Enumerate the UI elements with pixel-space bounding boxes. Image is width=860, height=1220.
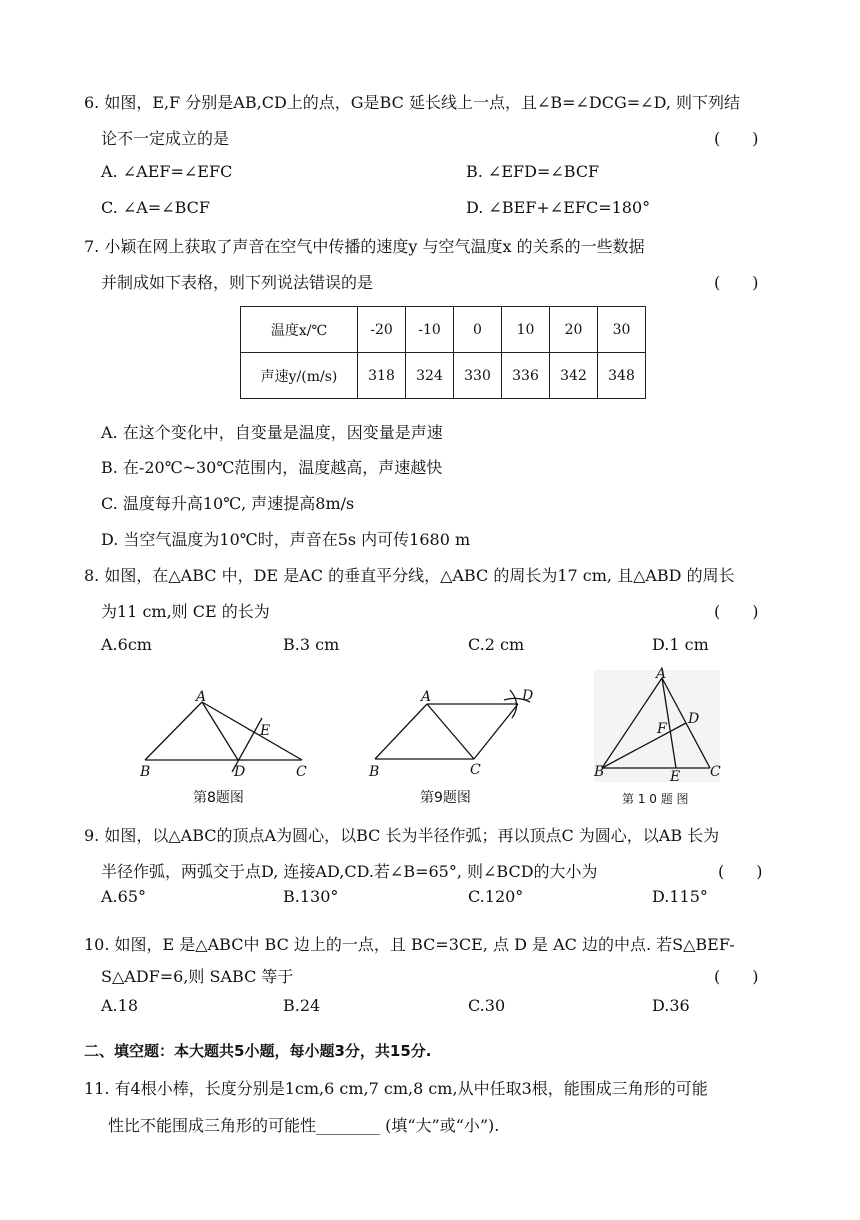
figure-8-triangle-diagram [130,688,330,783]
q7-option-c: C. 温度每升高10℃, 声速提高8m/s [101,494,355,513]
table-cell: 20 [550,307,598,353]
label-f: F [657,721,667,737]
table-cell: -10 [406,307,454,353]
q11-stem-line2: 性比不能围成三角形的可能性________ (填“大”或“小”). [108,1116,500,1135]
label-d: D [522,688,534,704]
q9-option-b: B.130° [283,887,339,906]
q8-answer-paren: ( ) [714,602,759,621]
figure-9-parallelogram-diagram [360,686,550,783]
q6-option-a: A. ∠AEF=∠EFC [101,162,233,181]
table-header-sound-speed: 声速y/(m/s) [241,353,358,399]
table-cell: -20 [358,307,406,353]
q6-option-d: D. ∠BEF+∠EFC=180° [466,198,651,217]
label-b: B [140,764,151,780]
q7-data-table [240,306,646,399]
label-a: A [196,689,207,705]
q8-option-a: A.6cm [101,635,152,654]
q10-stem-line2: S△ADF=6,则 SABC 等于 [101,967,294,986]
q8-option-c: C.2 cm [468,635,525,654]
q11-stem-line1: 11. 有4根小棒，长度分别是1cm,6 cm,7 cm,8 cm,从中任取3根，能围成三角形的可能 [84,1079,708,1098]
q9-option-c: C.120° [468,887,524,906]
q10-stem-line1: 10. 如图，E 是△ABC中 BC 边上的一点，且 BC=3CE, 点 D 是 AC 边的中点. 若S△BEF- [84,935,735,954]
table-cell: 318 [358,353,406,399]
label-b: B [369,764,380,780]
q6-option-b: B. ∠EFD=∠BCF [466,162,600,181]
q7-option-b: B. 在-20℃~30℃范围内，温度越高，声速越快 [101,458,443,477]
label-c: C [296,764,307,780]
label-a: A [421,689,432,705]
section-2-heading: 二、填空题：本大题共5小题，每小题3分，共15分. [84,1042,432,1060]
table-row [241,307,646,353]
q7-option-d: D. 当空气温度为10℃时，声音在5s 内可传1680 m [101,530,471,549]
q6-option-c: C. ∠A=∠BCF [101,198,211,217]
q10-option-a: A.18 [101,996,138,1015]
label-e: E [260,723,271,739]
q9-option-d: D.115° [652,887,708,906]
q9-stem-line2: 半径作弧，两弧交于点D, 连接AD,CD.若∠B=65°, 则∠BCD的大小为 [101,862,598,881]
q10-option-d: D.36 [652,996,690,1015]
table-cell: 330 [454,353,502,399]
label-c: C [470,762,481,778]
table-cell: 30 [598,307,646,353]
q6-stem-line2: 论不一定成立的是 [101,129,230,148]
q9-stem-line1: 9. 如图，以△ABC的顶点A为圆心，以BC 长为半径作弧；再以顶点C 为圆心，以AB 长为 [84,826,720,845]
table-row [241,353,646,399]
label-e: E [670,769,681,785]
label-d: D [234,764,246,780]
q10-option-c: C.30 [468,996,506,1015]
label-c: C [710,764,721,780]
table-cell: 0 [454,307,502,353]
table-cell: 342 [550,353,598,399]
q10-option-b: B.24 [283,996,321,1015]
q8-option-b: B.3 cm [283,635,340,654]
q10-answer-paren: ( ) [714,967,759,986]
label-a: A [656,666,667,682]
figure-10-caption: 第 1 0 题 图 [622,792,689,806]
q7-answer-paren: ( ) [714,273,759,292]
q8-stem-line1: 8. 如图，在△ABC 中，DE 是AC 的垂直平分线，△ABC 的周长为17 cm, 且△ABD 的周长 [84,566,735,585]
label-d: D [688,711,700,727]
table-cell: 10 [502,307,550,353]
q7-option-a: A. 在这个变化中，自变量是温度，因变量是声速 [101,423,443,442]
figure-10-triangle-diagram [590,666,725,786]
table-cell: 348 [598,353,646,399]
label-b: B [594,764,605,780]
q6-answer-paren: ( ) [714,129,759,148]
figure-9-caption: 第9题图 [420,790,471,806]
q9-answer-paren: ( ) [718,862,763,881]
q9-option-a: A.65° [101,887,146,906]
q7-stem-line2: 并制成如下表格，则下列说法错误的是 [101,273,374,292]
table-cell: 336 [502,353,550,399]
q6-stem-line1: 6. 如图，E,F 分别是AB,CD上的点，G是BC 延长线上一点，且∠B=∠DCG=∠D, 则下列结 [84,93,741,112]
q8-option-d: D.1 cm [652,635,709,654]
table-header-temperature: 温度x/℃ [241,307,358,353]
q7-stem-line1: 7. 小颖在网上获取了声音在空气中传播的速度y 与空气温度x 的关系的一些数据 [84,237,645,256]
table-cell: 324 [406,353,454,399]
q8-stem-line2: 为11 cm,则 CE 的长为 [101,602,270,621]
figure-8-caption: 第8题图 [193,790,244,806]
